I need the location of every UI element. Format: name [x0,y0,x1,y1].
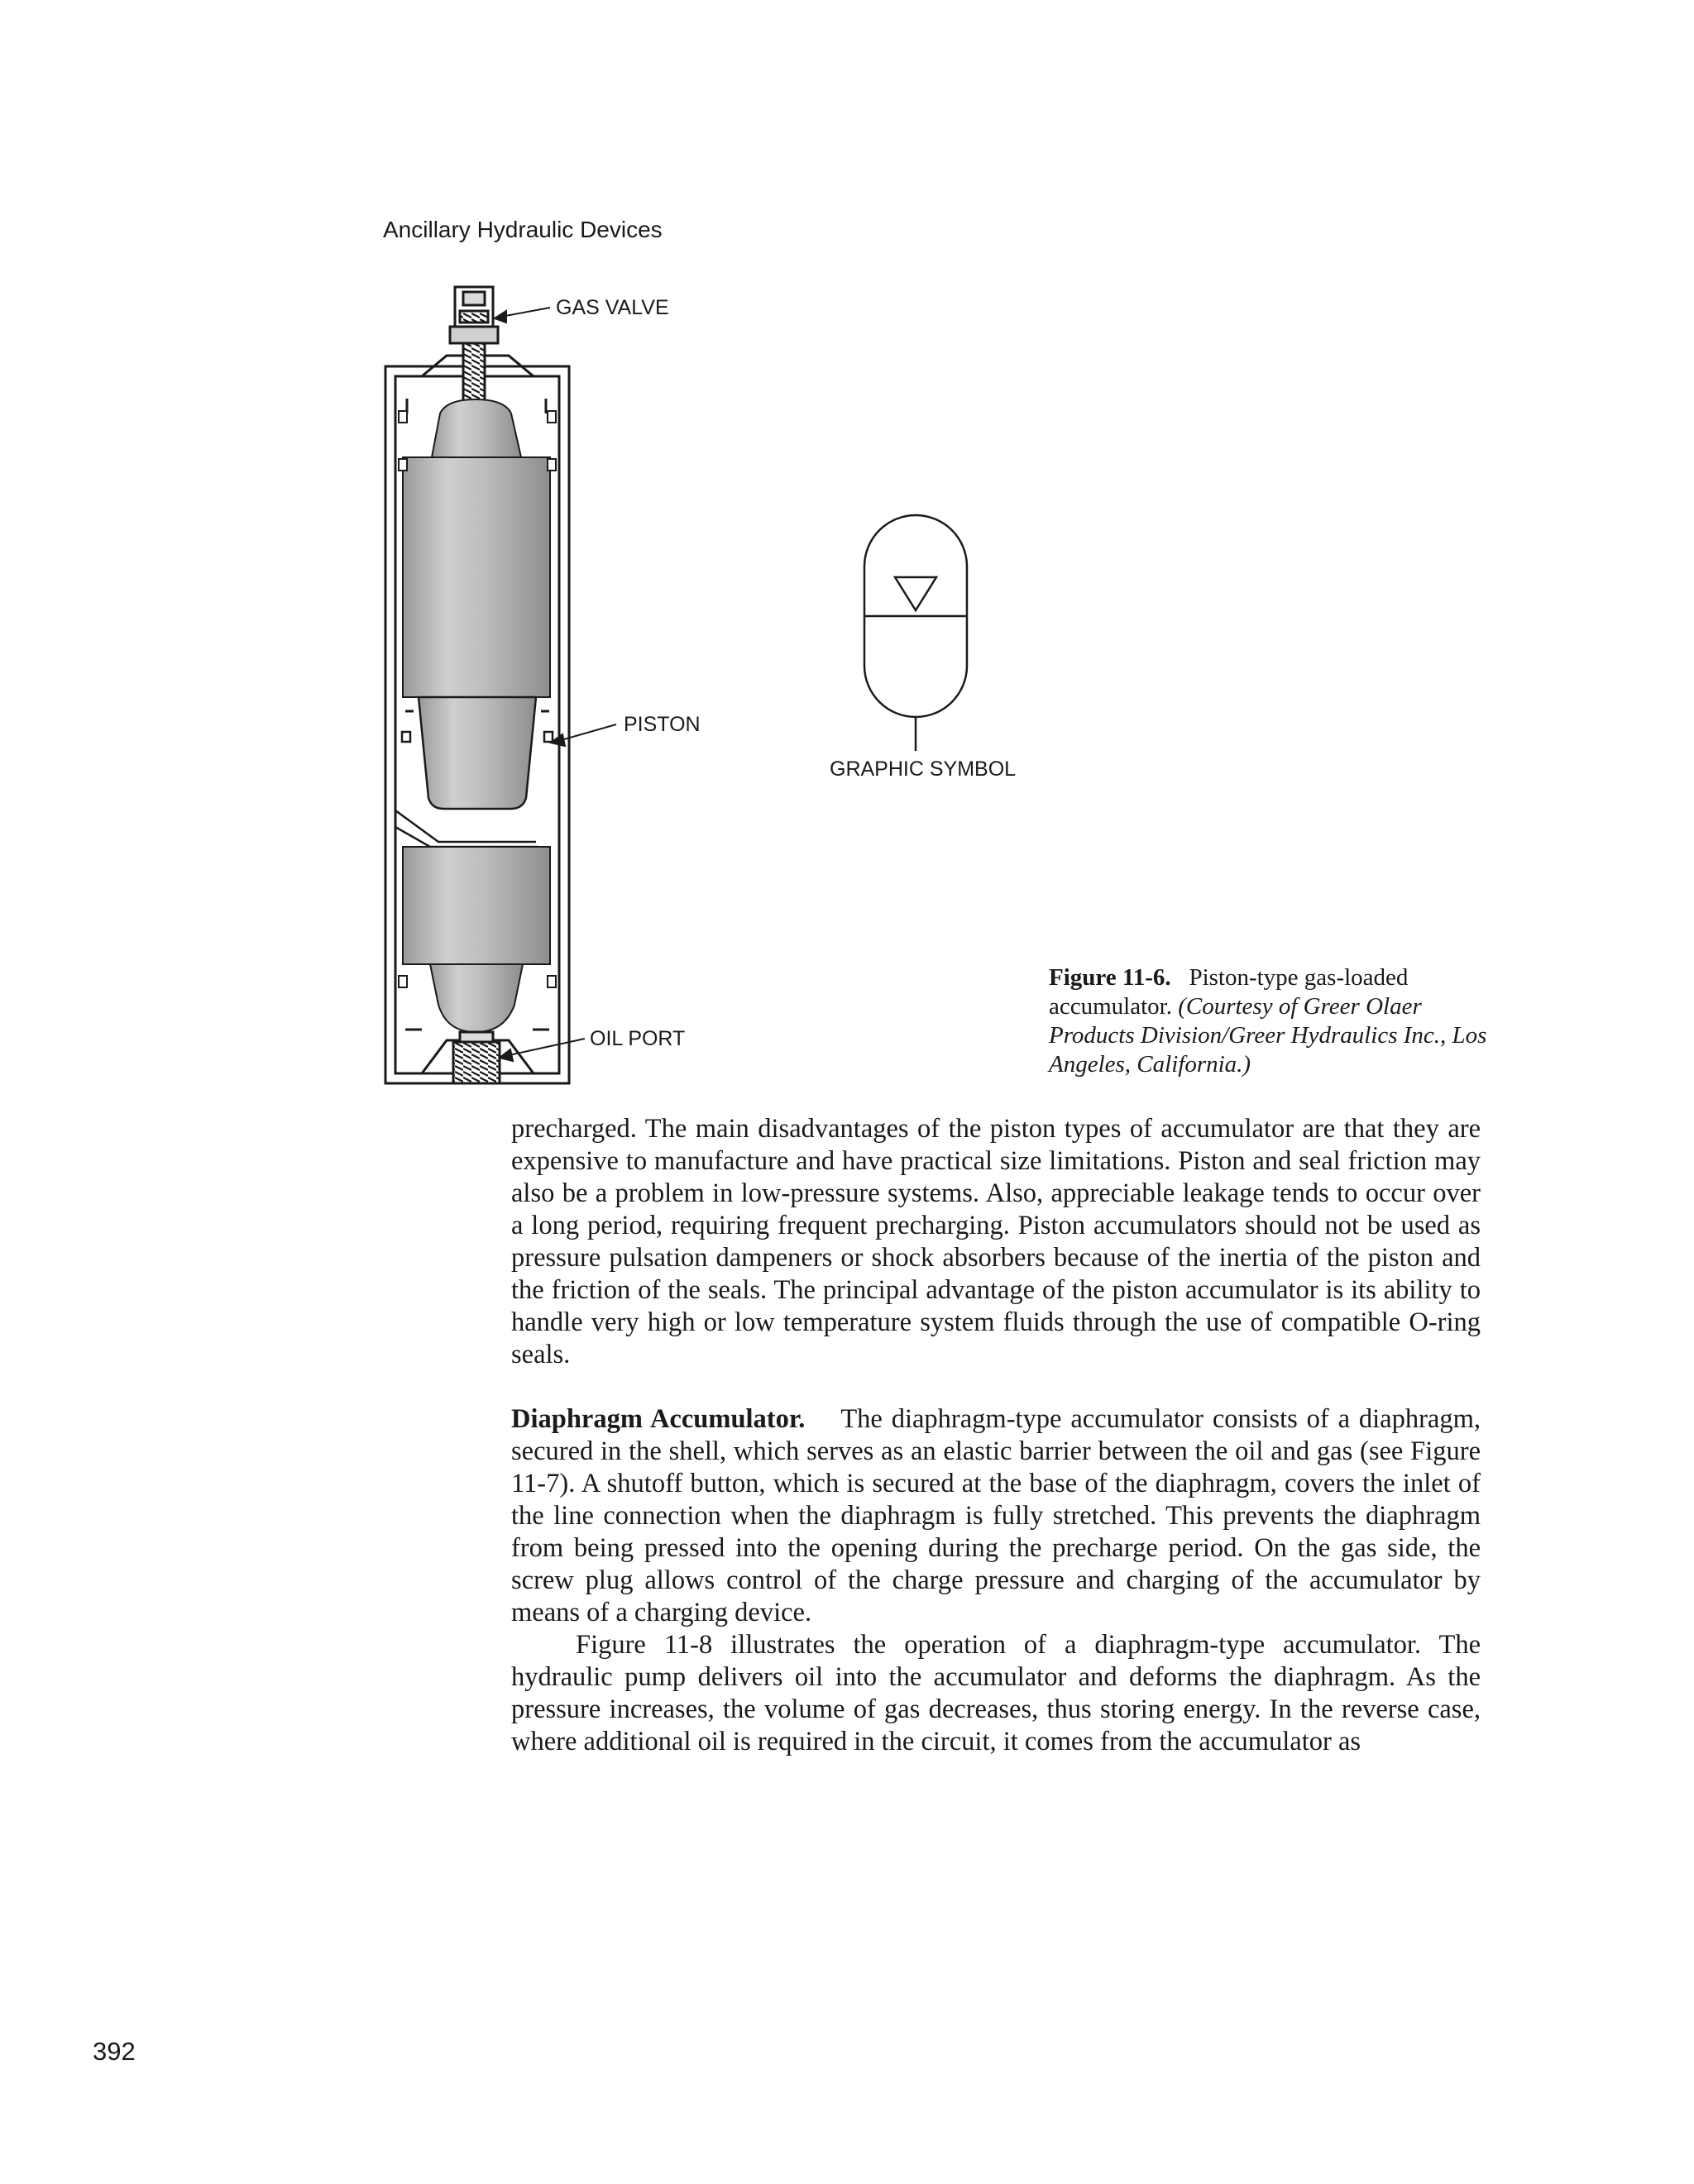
piston-label: PISTON [624,713,701,736]
oil-port-label: OIL PORT [590,1027,686,1050]
body-text [511,1113,1481,1758]
internal-struts [395,810,538,847]
paragraph [511,1403,1481,1629]
figure-number: Figure 11-6. [1049,964,1171,991]
paragraph: Figure 11-8 illustrates the operation of a diaphragm-type accumulator. The hydraulic pump delivers oil into the accumulator and deforms the diaphragm. As the pressure increases, the volume of gas decreases, thus storing energy. In the reverse case, where additional oil is required in the circuit, it comes from the accumulator as [511,1630,1481,1756]
running-head: Ancillary Hydraulic Devices [383,217,663,242]
oil-port [453,1032,500,1083]
page-number: 392 [93,2037,136,2066]
upper-end-cap [432,399,521,457]
gas-chamber [403,457,550,697]
section-heading: Diaphragm Accumulator. [511,1404,806,1434]
graphic-symbol-label: GRAPHIC SYMBOL [830,757,1017,781]
lower-end-cap [430,964,523,1032]
graphic-symbol [864,515,967,751]
gas-valve [450,287,498,401]
figure-caption [1049,963,1495,1079]
paragraph-text: The diaphragm-type accumulator consists of a diaphragm, secured in the shell, which serves as an elastic barrier between the oil and gas (see Figure 11-7). A shutoff button, which is secured at the base of the diaphragm, covers the inlet of the line connection when the diaphragm is fully stretched. This prevents the diaphragm from being pressed into the opening during the precharge period. On the gas side, the screw plug allows control of the charge pressure and charging of the accumulator by means of a charging device. [511,1404,1481,1627]
paragraph: precharged. The main disadvantages of the piston types of accumulator are that they are expensive to manufacture and have practical size limitations. Piston and seal friction may also be a problem in low-pressure systems. Also, appreciable leakage tends to occur over a long period, requiring frequent precharging. Piston accumulators should not be used as pressure pulsation dampeners or shock absorbers because of the inertia of the piston and the friction of the seals. The principal advantage of the piston accumulator is its ability to handle very high or low temperature system fluids through the use of compatible O-ring seals. [511,1114,1481,1369]
gas-valve-label: GAS VALVE [556,296,669,319]
oil-chamber [403,847,550,964]
figure-credit: (Courtesy of Greer Olaer Products Division/Greer Hydraulics Inc., Los Angeles, California.) [1049,993,1487,1078]
piston [402,697,553,809]
figure-title: Piston-type gas-loaded accumulator. [1049,964,1409,1020]
